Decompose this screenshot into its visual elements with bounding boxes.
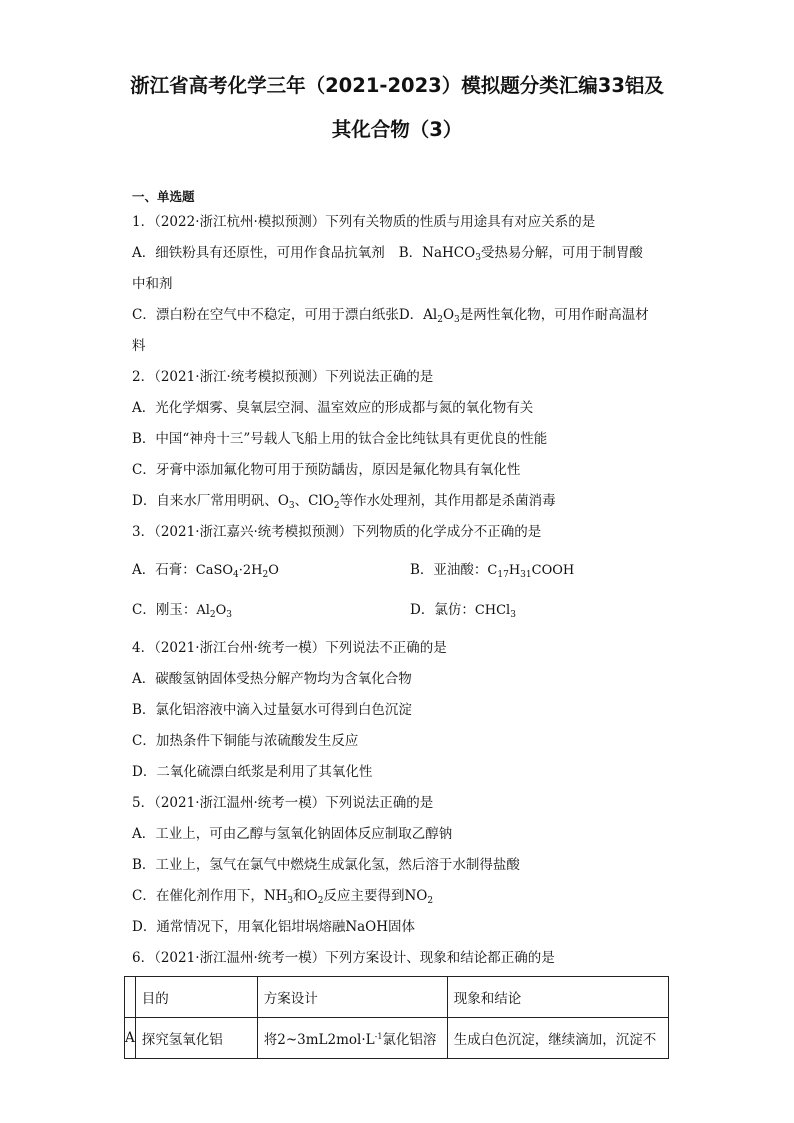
q5-option-d: D．通常情况下，用氧化铝坩埚熔融NaOH固体 <box>132 919 416 935</box>
q4-stem: 4．（2021·浙江台州·统考一模）下列说法不正确的是 <box>132 640 447 656</box>
q5-option-b: B．工业上，氢气在氯气中燃烧生成氯化氢，然后溶于水制得盐酸 <box>132 857 520 873</box>
q5-option-a: A．工业上，可由乙醇与氢氧化钠固体反应制取乙醇钠 <box>132 826 453 842</box>
q6-stem: 6．（2021·浙江温州·统考一模）下列方案设计、现象和结论都正确的是 <box>132 950 555 966</box>
table-header-cell: 目的 <box>135 977 257 1018</box>
q2-stem: 2．（2021·浙江·统考模拟预测）下列说法正确的是 <box>132 369 434 385</box>
table-header-cell: 现象和结论 <box>447 977 668 1018</box>
q2-option-a: A．光化学烟雾、臭氧层空洞、温室效应的形成都与氮的氧化物有关 <box>132 400 534 416</box>
q5-stem: 5．（2021·浙江温州·统考一模）下列说法正确的是 <box>132 795 434 811</box>
table-cell-purpose: 探究氢氧化铝 <box>135 1018 257 1059</box>
section-heading: 一、单选题 <box>132 189 195 204</box>
q1-option-c: C．漂白粉在空气中不稳定，可用于漂白纸张 <box>132 307 399 323</box>
q6-table <box>124 976 669 1059</box>
q2-option-b: B．中国“神舟十三”号载人飞船上用的钛合金比纯钛具有更优良的性能 <box>132 431 548 447</box>
table-header-cell <box>125 977 136 1018</box>
q1-option-d: D．$Al_2O_3$是两性氧化物，可用作耐高温材 <box>398 307 649 325</box>
q1-option-b: B．NaHCO$_3$受热易分解，可用于制胃酸 <box>398 245 643 263</box>
q5-option-c: C．在催化剂作用下，$NH_3$和$O_2$反应主要得到$NO_2$ <box>132 888 434 906</box>
q2-option-c: C．牙膏中添加氟化物可用于预防龋齿，原因是氟化物具有氧化性 <box>132 462 521 478</box>
table-cell-design: 将$2\sim 3mL2mol\cdot L^{-1}$氯化铝溶 <box>257 1018 447 1059</box>
q4-option-c: C．加热条件下铜能与浓硫酸发生反应 <box>132 733 359 749</box>
table-cell-result: 生成白色沉淀，继续滴加，沉淀不 <box>447 1018 668 1059</box>
q1-option-d-continued: 料 <box>132 338 146 354</box>
q3-option-a: A．石膏：$CaSO_4\cdot 2H_2O$ <box>132 562 279 580</box>
q1-stem: 1．（2022·浙江杭州·模拟预测）下列有关物质的性质与用途具有对应关系的是 <box>132 214 596 230</box>
q3-stem: 3．（2021·浙江嘉兴·统考模拟预测）下列物质的化学成分不正确的是 <box>132 524 542 540</box>
table-row <box>125 1018 669 1059</box>
q1-options-ab <box>132 244 643 262</box>
q4-option-a: A．碳酸氢钠固体受热分解产物均为含氧化合物 <box>132 671 412 687</box>
table-cell-label: A <box>125 1018 136 1059</box>
q3-option-b: B．亚油酸：$C_{17}H_{31}COOH$ <box>410 562 575 580</box>
q3-option-c: C．刚玉：$Al_2O_3$ <box>132 602 233 620</box>
q2-option-d: D．自来水厂常用明矾、$O_3$、ClO$_2$等作水处理剂，其作用都是杀菌消毒 <box>132 493 556 511</box>
q3-option-d: D．氯仿：CHCl$_3$ <box>410 602 516 620</box>
q1-option-b-continued: 中和剂 <box>132 276 173 292</box>
q4-option-d: D．二氧化硫漂白纸浆是利用了其氧化性 <box>132 764 373 780</box>
q4-option-b: B．氯化铝溶液中滴入过量氨水可得到白色沉淀 <box>132 702 412 718</box>
q1-option-a: A．细铁粉具有还原性，可用作食品抗氧剂 <box>132 245 385 261</box>
table-header-row <box>125 977 669 1018</box>
document-title-line2: 其化合物（3） <box>331 118 463 141</box>
document-title-line1: 浙江省高考化学三年（2021-2023）模拟题分类汇编33铝及 <box>130 74 664 97</box>
table-header-cell: 方案设计 <box>257 977 447 1018</box>
q1-options-cd <box>132 306 649 324</box>
